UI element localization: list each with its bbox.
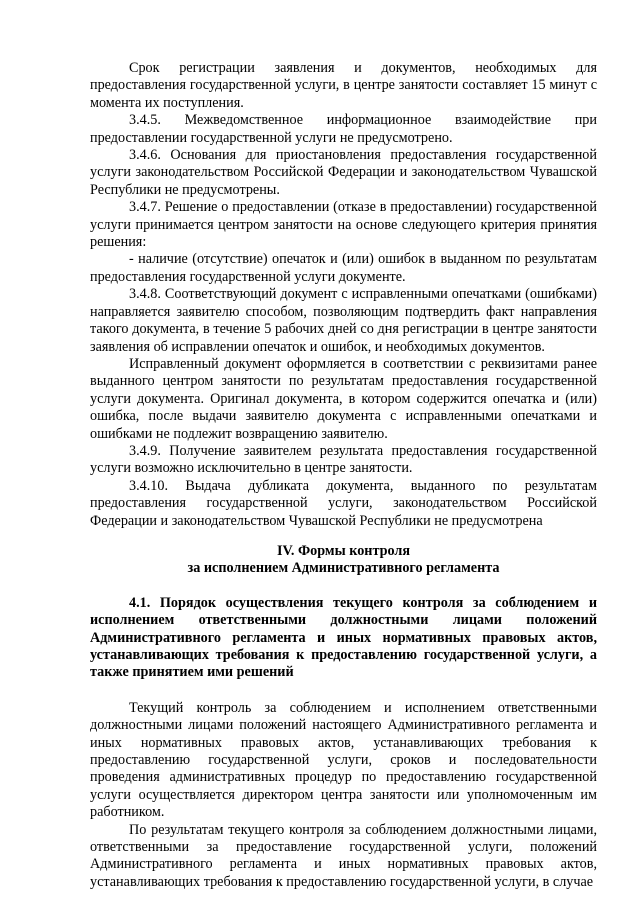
- paragraph-3-4-7: 3.4.7. Решение о предоставлении (отказе в предоставлении) государственной услуги принимается центром занятости на основе следующего критерия принятия решения:: [90, 199, 597, 251]
- paragraph-current-control: Текущий контроль за соблюдением и исполнением ответственными должностными лицами положений настоящего Административного регламента и иных нормативных правовых актов, устанавливающих требования к предоставлению государственной услуги, сроков и последовательности проведения административных процедур по предоставлению государственной услуги осуществляется директором центра занятости или уполномоченным им работником.: [90, 699, 597, 821]
- paragraph-3-4-10: 3.4.10. Выдача дубликата документа, выданного по результатам предоставления государственной услуги, законодательством Российской Федерации и законодательством Чувашской Республики не предусмотрена: [90, 477, 597, 529]
- paragraph-3-4-9: 3.4.9. Получение заявителем результата предоставления государственной услуги возможно исключительно в центре занятости.: [90, 442, 597, 477]
- section-subtitle: за исполнением Административного регламента: [187, 560, 500, 577]
- paragraph-3-4-6: 3.4.6. Основания для приостановления предоставления государственной услуги законодательством Российской Федерации и законодательством Чувашской Республики не предусмотрены.: [90, 147, 597, 198]
- section-heading: [90, 543, 597, 578]
- paragraph-corrected-document: Исправленный документ оформляется в соответствии с реквизитами ранее выданного центром занятости по результатам предоставления государственной услуги документа. Оригинал документа, в котором содержится опечатка и (или) ошибка, после выдачи заявителю документа с исправленными опечатками и ошибками не подлежит возвращению заявителю.: [90, 355, 597, 442]
- paragraph-3-4-8: 3.4.8. Соответствующий документ с исправленными опечатками (ошибками) направляется заявителю способом, позволяющим подтвердить факт направления такого документа, в течение 5 рабочих дней со дня регистрации в центре занятости заявления об исправлении опечаток и ошибок, и необходимых документов.: [90, 286, 597, 355]
- paragraph-control-results: По результатам текущего контроля за соблюдением должностными лицами, ответственными за предоставление государственной услуги, положений Административного регламента и иных нормативных правовых актов, устанавливающих требования к предоставлению государственной услуги, в случае: [90, 821, 597, 890]
- document-page: [90, 60, 597, 891]
- paragraph-3-4-5: 3.4.5. Межведомственное информационное взаимодействие при предоставлении государственной услуги не предусмотрено.: [90, 112, 597, 146]
- paragraph-criterion: - наличие (отсутствие) опечаток и (или) ошибок в выданном по результатам предоставления государственной услуги документе.: [90, 251, 597, 285]
- section-title: IV. Формы контроля: [276, 542, 411, 559]
- paragraph-registration-term: Срок регистрации заявления и документов, необходимых для предоставления государственной услуги, в центре занятости составляет 15 минут с момента их поступления.: [90, 60, 597, 111]
- section-body: [90, 700, 597, 891]
- subsection-heading: 4.1. Порядок осуществления текущего контроля за соблюдением и исполнением ответственными должностными лицами положений Административного регламента и иных нормативных правовых актов, устанавливающих требования к предоставлению государственной услуги, а также принятием ими решений: [90, 594, 597, 681]
